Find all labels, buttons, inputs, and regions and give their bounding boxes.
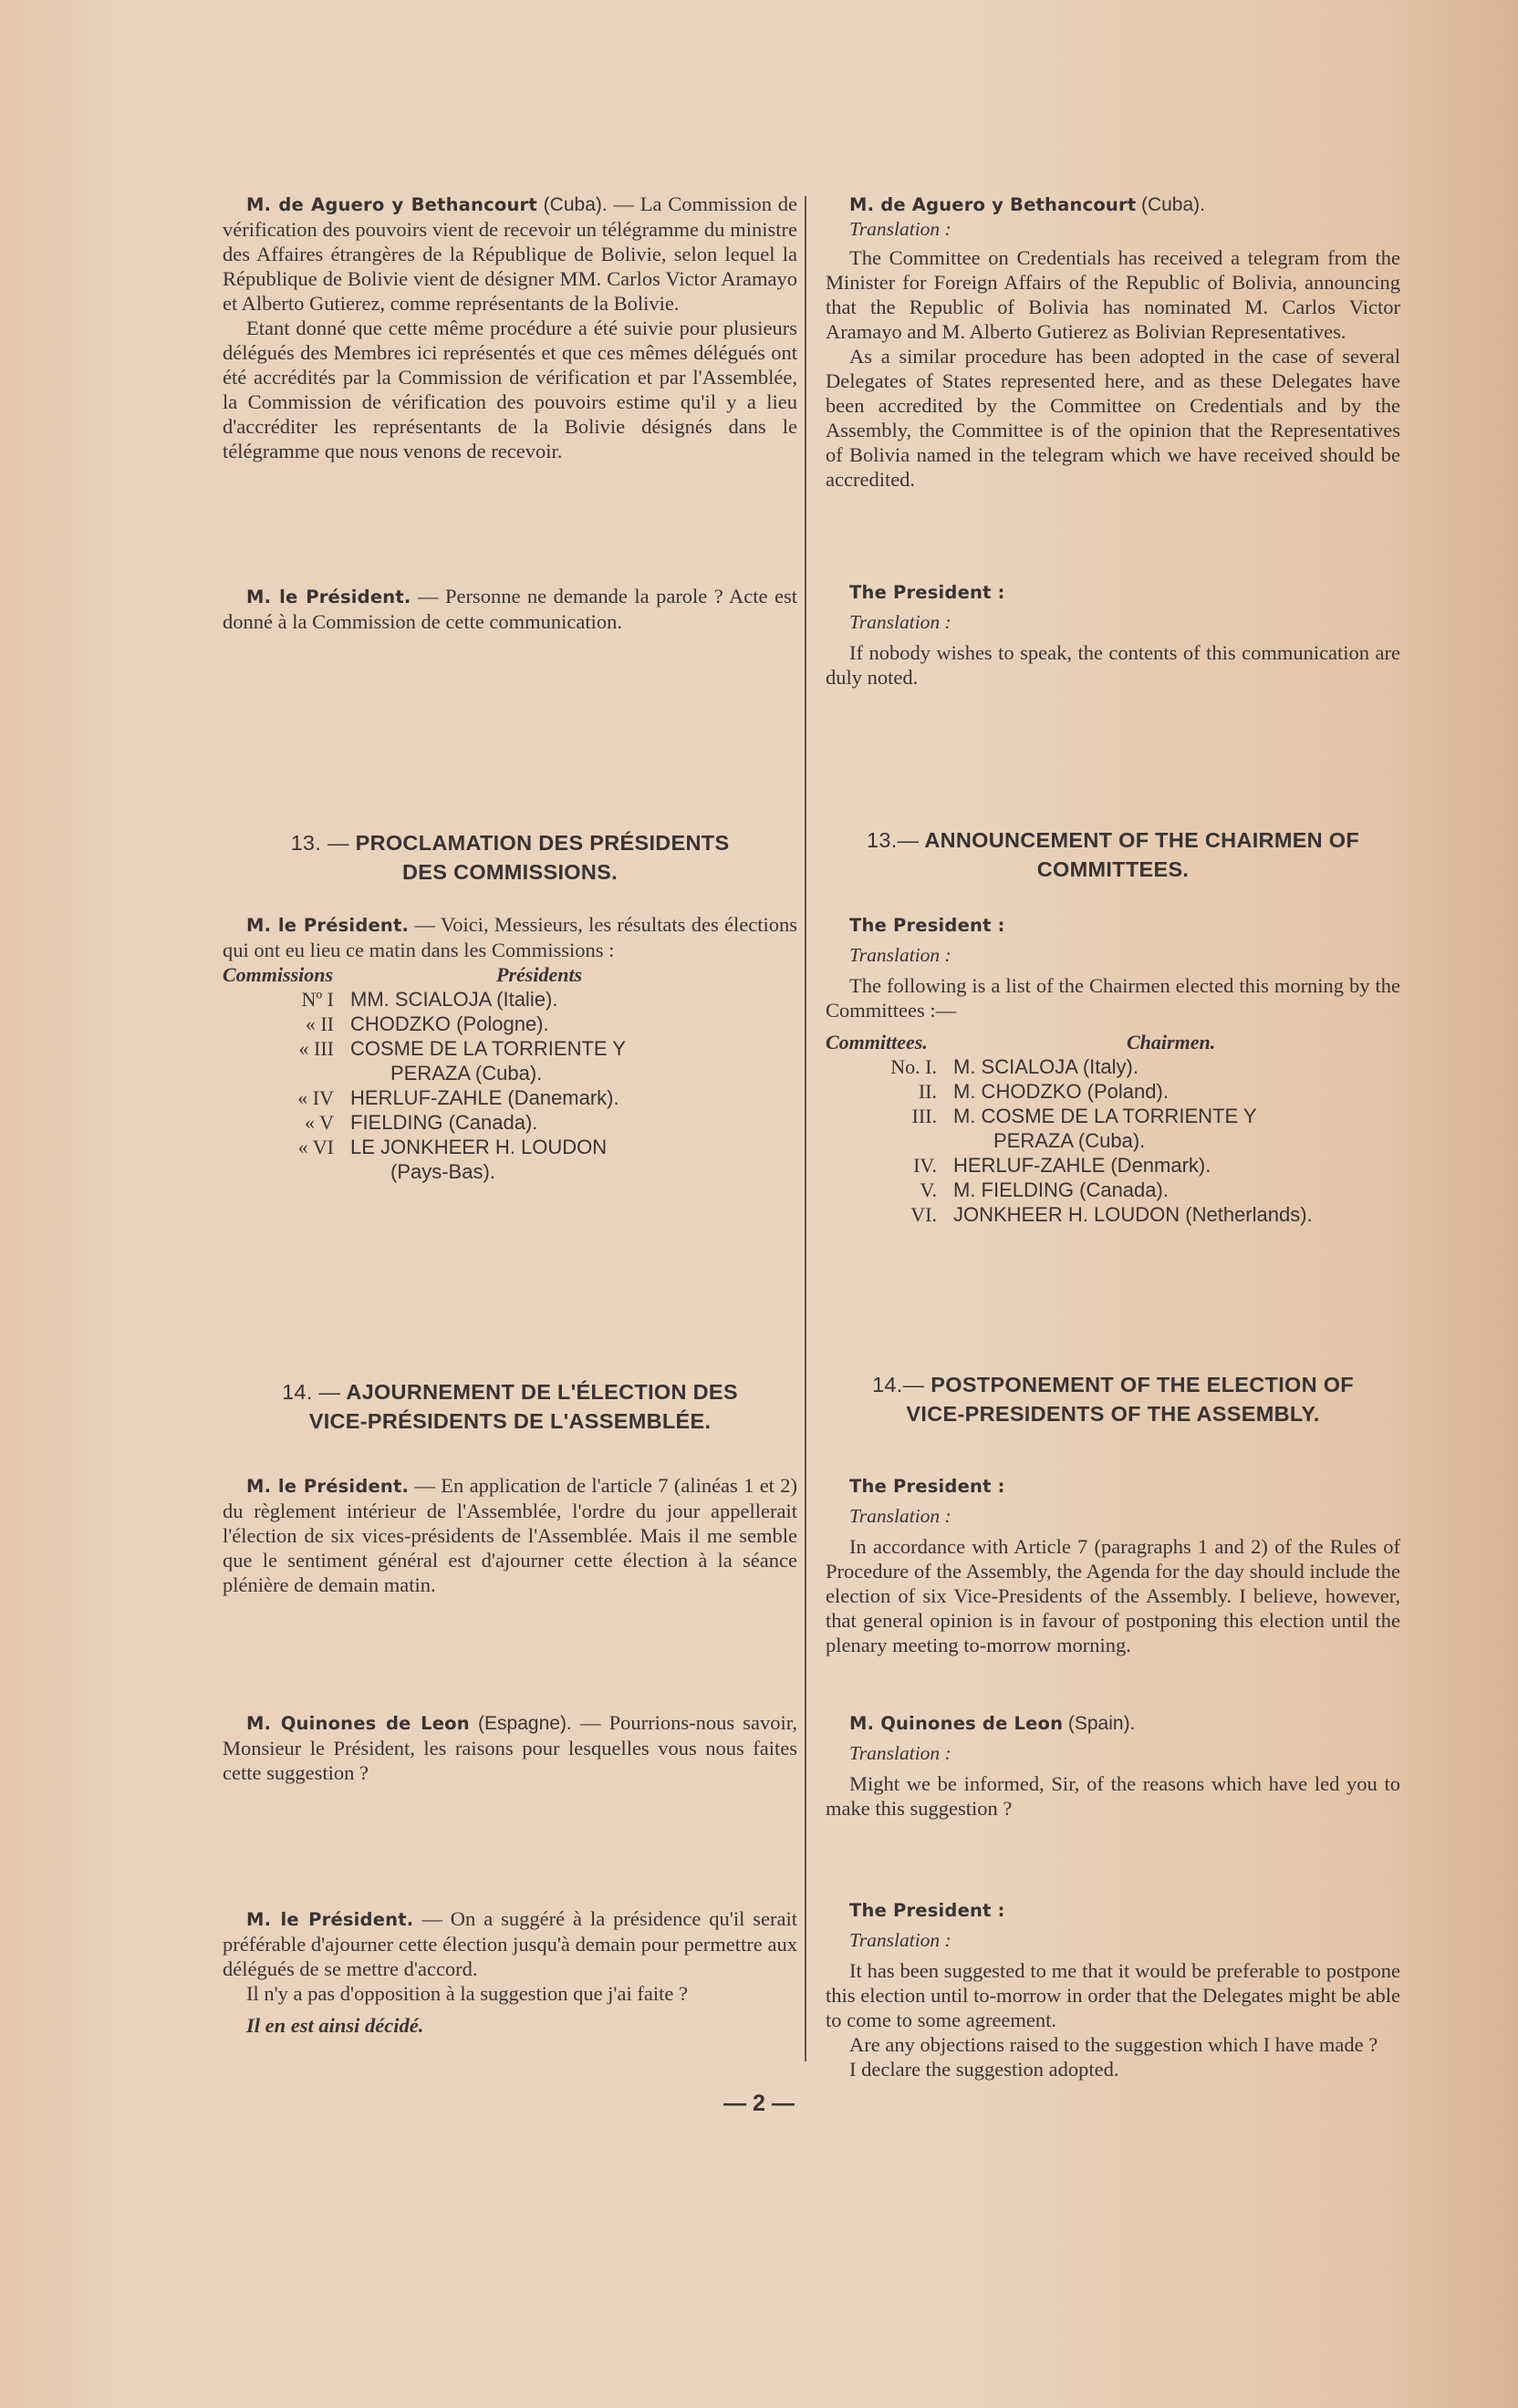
chairman-row [223,1135,797,1159]
en-speech-aguero [826,192,1400,492]
speech-text: Might we be informed, Sir, of the reasons which have led you to make this suggestion ? [826,1772,1400,1820]
speech-text: The following is a list of the Chairmen elected this morning by the Committees :— [826,974,1400,1022]
chairmen-list [826,1054,1400,1227]
col-commissions: Commissions [223,963,334,986]
speaker-name: The President : [849,582,1005,603]
chairman-name: M. FIELDING (Canada). [953,1178,1169,1201]
speech-text: I declare the suggestion adopted. [849,2058,1119,2081]
committee-number: « II [305,1012,334,1035]
translation-label: Translation : [849,944,951,966]
speaker-name: M. de Aguero y Bethancourt [246,194,537,215]
translation-label: Translation : [849,1929,951,1951]
chairman-name: M. SCIALOJA (Italy). [953,1055,1138,1078]
committee-number: VI. [910,1203,937,1226]
translation-label: Translation : [849,611,951,633]
section-title-line1: PROCLAMATION DES PRÉSIDENTS [355,831,730,855]
en-heading-13 [826,825,1400,884]
committee-number: « VI [297,1136,334,1158]
fr-speech-president-1 [223,584,797,634]
chairman-row [826,1202,1400,1227]
translation-label: Translation : [849,1505,951,1527]
chairman-row-continued [826,1128,1400,1153]
translation-label: Translation : [849,1742,951,1764]
chairman-row [223,1110,797,1135]
speech-text: The Committee on Credentials has received a telegram from the Minister for Foreign Affairs of the Republic of Bolivia, announcing that the Republic of Bolivia has nominated M. Carlos Victor Aramayo and M. Alberto Gutierez as Bolivian Representatives. [826,246,1400,343]
fr-speech-president-14c [223,1906,797,2038]
chairmen-list [223,987,797,1184]
col-committees: Committees. [826,1031,928,1054]
speech-text: — Voici, Messieurs, les résultats des élections qui ont eu lieu ce matin dans les Commissions : [223,913,797,961]
section-title-line2: DES COMMISSIONS. [402,860,618,884]
chairman-row [223,1012,797,1036]
chairman-row [826,1054,1400,1079]
chairman-name: CHODZKO (Pologne). [350,1012,549,1035]
speaker-name: M. le Président. [246,1476,410,1497]
fr-speech-president-14a [223,1473,797,1597]
speaker-name: M. le Président. [246,915,410,936]
speech-text: — Pourrions-nous savoir, Monsieur le Président, les raisons pour lesquelles vous nous faites cette suggestion ? [223,1711,798,1784]
en-heading-14 [826,1370,1400,1428]
section-title-line1: POSTPONEMENT OF THE ELECTION OF [931,1373,1354,1396]
decision-text: Il en est ainsi décidé. [246,2014,424,2037]
chairman-row [826,1104,1400,1128]
chairman-name: HERLUF-ZAHLE (Denmark). [953,1154,1211,1177]
committee-number: Nº I [301,988,334,1011]
chairman-name: FIELDING (Canada). [350,1111,538,1134]
en-speech-president-14a [826,1473,1400,1657]
section-title-line2: VICE-PRESIDENTS OF THE ASSEMBLY. [906,1402,1320,1426]
chairman-name: M. COSME DE LA TORRIENTE Y [953,1105,1257,1127]
section-number: 14.— [872,1373,925,1396]
fr-speech-quinones [223,1710,797,1785]
section-number: 14. — [282,1380,341,1404]
section-title-line2: VICE-PRÉSIDENTS DE L'ASSEMBLÉE. [308,1409,712,1433]
chairman-row [826,1079,1400,1104]
chairman-row [223,987,797,1012]
speaker-name: The President : [849,1900,1005,1921]
en-speech-quinones [826,1710,1400,1821]
speaker-name: M. Quinones de Leon [246,1713,470,1734]
speaker-country: (Cuba). [543,194,608,215]
committee-number: « V [305,1111,334,1134]
chairman-row-continued [223,1061,797,1085]
speech-text: — On a suggéré à la présidence qu'il serait préférable d'ajourner cette élection jusqu'à demain pour permettre aux délégués de se mettre d'accord. [223,1907,797,1980]
speech-text: If nobody wishes to speak, the contents of this communication are duly noted. [826,641,1400,689]
fr-speech-president-13 [223,912,797,1184]
translation-label: Translation : [849,218,951,240]
committee-number: II. [918,1080,937,1103]
chairman-name: COSME DE LA TORRIENTE Y [350,1037,626,1060]
speaker-name: M. le Président. [246,586,411,607]
fr-heading-14 [223,1377,797,1436]
committee-number: V. [920,1178,937,1201]
table-header [826,1030,1400,1054]
chairman-name-continued: PERAZA (Cuba). [993,1129,1146,1152]
chairman-name: MM. SCIALOJA (Italie). [350,988,558,1011]
speaker-country: (Cuba). [1140,194,1205,215]
speaker-name: The President : [849,1476,1005,1497]
speech-text: Are any objections raised to the suggestion which I have made ? [849,2033,1378,2056]
speech-text: — Personne ne demande la parole ? Acte est donné à la Commission de cette communication. [223,585,797,633]
speech-text: Il n'y a pas d'opposition à la suggestion que j'ai faite ? [246,1982,688,2005]
page-number: — 2 — [723,2091,795,2116]
chairman-name-continued: PERAZA (Cuba). [390,1062,543,1085]
chairman-name: HERLUF-ZAHLE (Danemark). [350,1086,619,1109]
chairman-name-continued: (Pays-Bas). [390,1160,495,1183]
en-speech-president-13 [826,912,1400,1227]
chairman-row [826,1178,1400,1202]
chairman-name: M. CHODZKO (Poland). [953,1080,1169,1103]
speaker-name: M. de Aguero y Bethancourt [849,194,1137,215]
chairman-row [826,1153,1400,1178]
chairman-row-continued [223,1159,797,1184]
table-header [223,962,797,987]
section-title-line2: COMMITTEES. [1036,857,1190,881]
section-number: 13.— [866,828,920,852]
speech-text: Etant donné que cette même procédure a été suivie pour plusieurs délégués des Membres ici représentés et que ces mêmes délégués ont été accrédités par la Commission de vérification et par l'Assemblée, la Commission de vérification des pouvoirs estime qu'il y a lieu d'accréditer les représentants de la Bolivie désignés dans le télégramme que nous venons de recevoir. [223,317,797,462]
section-number: 13. — [290,831,349,855]
en-speech-president-14c [826,1897,1400,2081]
speaker-country: (Espagne). [478,1713,572,1734]
chairman-name: JONKHEER H. LOUDON (Netherlands). [953,1203,1313,1226]
speech-text: In accordance with Article 7 (paragraphs 1 and 2) of the Rules of Procedure of the Assembly, the Agenda for the day should include the election of six Vice-Presidents of the Assembly. I believe, however, that general opinion is in favour of postponing this election until the plenary meeting to-morrow morning. [826,1535,1400,1656]
section-title-line1: AJOURNEMENT DE L'ÉLECTION DES [346,1380,738,1404]
speaker-name: The President : [849,915,1005,936]
chairman-row [223,1036,797,1061]
speaker-country: (Spain). [1067,1713,1136,1734]
committee-number: IV. [913,1154,937,1177]
chairman-name: LE JONKHEER H. LOUDON [350,1136,608,1158]
col-presidents: Présidents [496,963,583,986]
fr-heading-13 [223,828,797,887]
committee-number: « III [298,1037,334,1060]
speech-text: — En application de l'article 7 (alinéas 1 et 2) du règlement intérieur de l'Assemblée, l'ordre du jour appellerait l'élection de six vices-présidents de l'Assemblée. Mais il me semble que le sentiment général est d'ajourner cette élection à la séance plénière de demain matin. [223,1474,797,1596]
speech-text: It has been suggested to me that it would be preferable to postpone this election until to-morrow in order that the Delegates might be able to come to some agreement. [826,1959,1400,2031]
committee-number: No. I. [890,1055,937,1078]
col-chairmen: Chairmen. [1127,1031,1216,1054]
section-title-line1: ANNOUNCEMENT OF THE CHAIRMEN OF [924,828,1360,852]
en-speech-president-1 [826,579,1400,690]
fr-speech-aguero [223,192,797,463]
speaker-name: M. Quinones de Leon [849,1713,1064,1734]
column-divider [805,196,806,2061]
speech-text: As a similar procedure has been adopted in the case of several Delegates of States represented here, and as these Delegates have been accredited by the Committee on Credentials and by the Assembly, the Committee is of the opinion that the Representatives of Bolivia named in the telegram which we have received should be accredited. [826,345,1400,491]
speaker-name: M. le Président. [246,1909,414,1930]
speech-text: — La Commission de vérification des pouvoirs vient de recevoir un télégramme du ministre des Affaires étrangères de la République de Bolivie, selon lequel la République de Bolivie vient de désigner MM. Carlos Victor Aramayo et Alberto Gutierez, comme représentants de la Bolivie. [223,192,798,315]
chairman-row [223,1085,797,1110]
committee-number: III. [911,1105,937,1127]
committee-number: « IV [297,1086,334,1109]
